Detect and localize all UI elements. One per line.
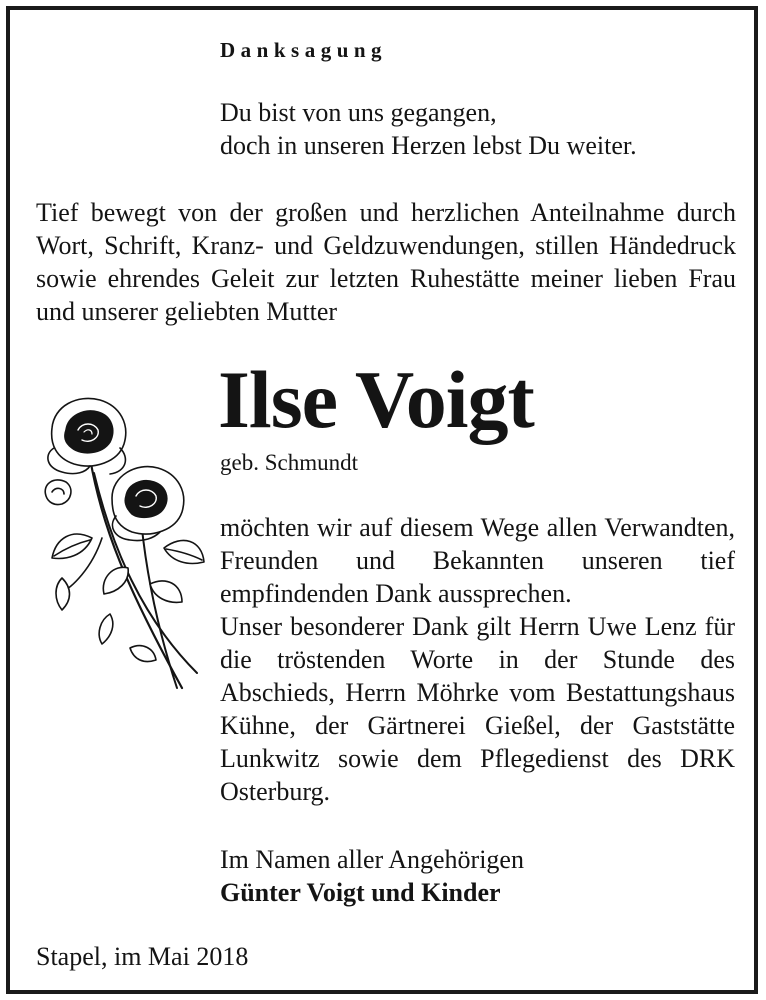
closing-line: Im Namen aller Angehörigen <box>220 845 524 874</box>
deceased-name: Ilse Voigt <box>218 354 534 445</box>
signatory: Günter Voigt und Kinder <box>220 878 501 907</box>
motto <box>220 96 637 162</box>
body-text <box>220 511 735 808</box>
thanks-paragraph: möchten wir auf diesem Wege allen Verwandten, Freunden und Bekannten unseren tief empfindenden Dank aussprechen. <box>220 513 735 608</box>
special-thanks-paragraph: Unser besonderer Dank gilt Herrn Uwe Lenz für die tröstenden Worte in der Stunde des Abschieds, Herrn Möhrke vom Bestattungshaus Kühne, der Gärtnerei Gießel, der Gaststätte Lunkwitz sowie dem Pflegedienst des DRK Osterburg. <box>220 612 735 806</box>
roses-icon <box>32 388 212 718</box>
place-date: Stapel, im Mai 2018 <box>36 942 249 971</box>
motto-line: Du bist von uns gegangen, <box>220 98 497 127</box>
closing-block <box>220 843 524 909</box>
intro-paragraph: Tief bewegt von der großen und herzlichen Anteilnahme durch Wort, Schrift, Kranz- und Geldzuwendungen, stillen Händedruck sowie ehrendes Geleit zur letzten Ruhestätte meiner lieben Frau und unserer geliebten Mutter <box>36 198 736 326</box>
heading: Danksagung <box>220 38 388 62</box>
obituary-frame <box>6 6 758 994</box>
birth-name: geb. Schmundt <box>220 450 358 475</box>
motto-line: doch in unseren Herzen lebst Du weiter. <box>220 131 637 160</box>
